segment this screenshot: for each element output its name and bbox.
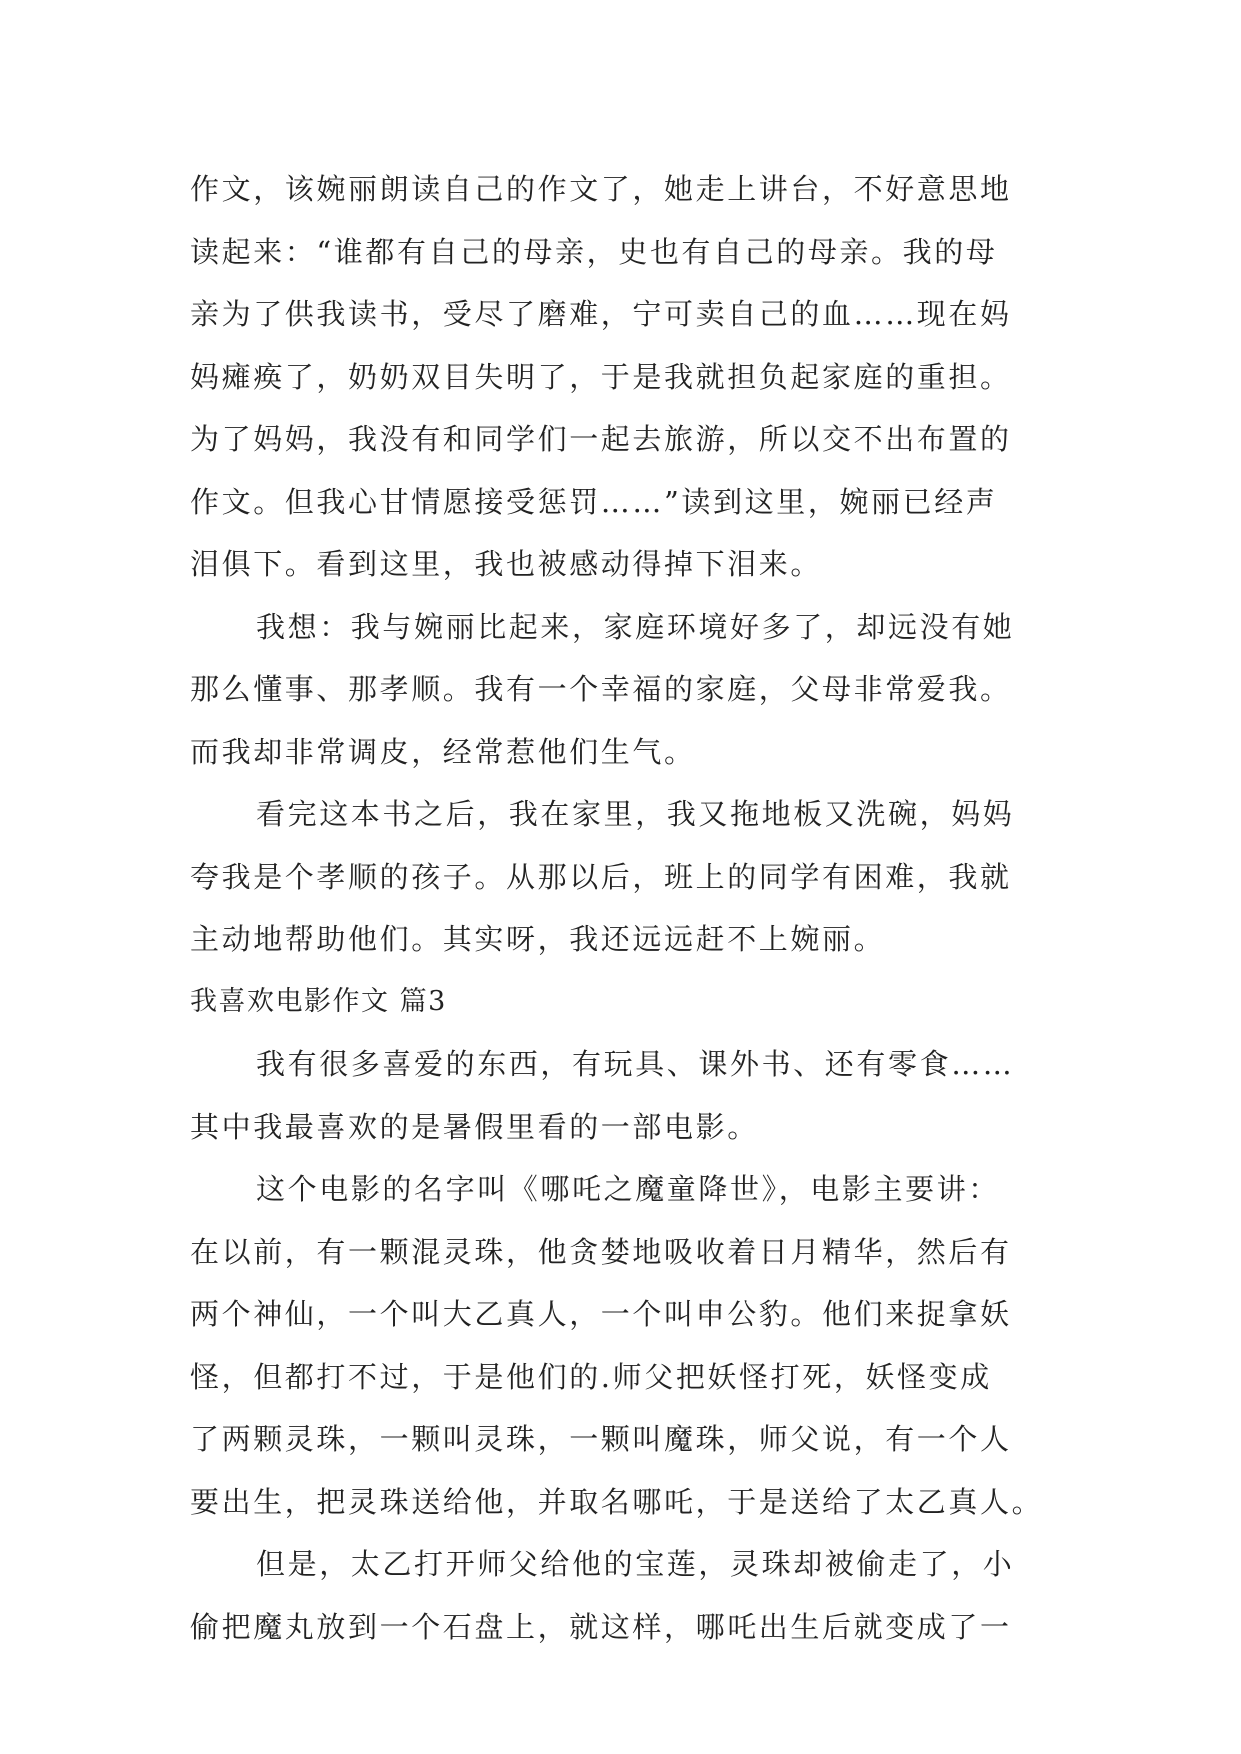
text-line: 要出生，把灵珠送给他，并取名哪吒，于是送给了太乙真人。: [190, 1484, 1044, 1519]
paragraph-first-line: 这个电影的名字叫《哪吒之魔童降世》，电影主要讲：: [256, 1172, 1000, 1206]
text-line: 妈瘫痪了，奶奶双目失明了，于是我就担负起家庭的重担。: [190, 359, 1012, 394]
text-line: 两个神仙，一个叫大乙真人，一个叫申公豹。他们来捉拿妖: [190, 1297, 1012, 1331]
text-line: 泪俱下。看到这里，我也被感动得掉下泪来。: [190, 547, 823, 581]
text-line: 为了妈妈，我没有和同学们一起去旅游，所以交不出布置的: [190, 422, 1012, 456]
text-line: 其中我最喜欢的是暑假里看的一部电影。: [190, 1109, 759, 1144]
paragraph-first-line: 我想：我与婉丽比起来，家庭环境好多了，却远没有她: [256, 609, 1015, 644]
text-line: 作文，该婉丽朗读自己的作文了，她走上讲台，不好意思地: [190, 172, 1012, 206]
paragraph-first-line: 看完这本书之后，我在家里，我又拖地板又洗碗，妈妈: [256, 797, 1015, 831]
text-line: 亲为了供我读书，受尽了磨难，宁可卖自己的血……现在妈: [190, 297, 1012, 331]
paragraph-first-line: 但是，太乙打开师父给他的宝莲，灵珠却被偷走了，小: [256, 1547, 1015, 1581]
text-line: 读起来：“谁都有自己的母亲，史也有自己的母亲。我的母: [190, 234, 998, 269]
text-line: 夸我是个孝顺的孩子。从那以后，班上的同学有困难，我就: [190, 859, 1012, 894]
text-line: 在以前，有一颗混灵珠，他贪婪地吸收着日月精华，然后有: [190, 1234, 1012, 1269]
text-line: 作文。但我心甘情愿接受惩罚……”读到这里，婉丽已经声: [190, 484, 998, 519]
document-page: [190, 158, 1050, 1658]
section-heading: 我喜欢电影作文 篇3: [190, 985, 447, 1017]
text-line: 了两颗灵珠，一颗叫灵珠，一颗叫魔珠，师父说，有一个人: [190, 1422, 1012, 1456]
text-line: 那么懂事、那孝顺。我有一个幸福的家庭，父母非常爱我。: [190, 672, 1012, 706]
text-line: 而我却非常调皮，经常惹他们生气。: [190, 734, 696, 769]
paragraph-first-line: 我有很多喜爱的东西，有玩具、课外书、还有零食……: [256, 1047, 1015, 1081]
text-line: 主动地帮助他们。其实呀，我还远远赶不上婉丽。: [190, 922, 886, 956]
text-line: 怪，但都打不过，于是他们的.师父把妖怪打死，妖怪变成: [190, 1359, 992, 1394]
text-line: 偷把魔丸放到一个石盘上，就这样，哪吒出生后就变成了一: [190, 1609, 1012, 1644]
